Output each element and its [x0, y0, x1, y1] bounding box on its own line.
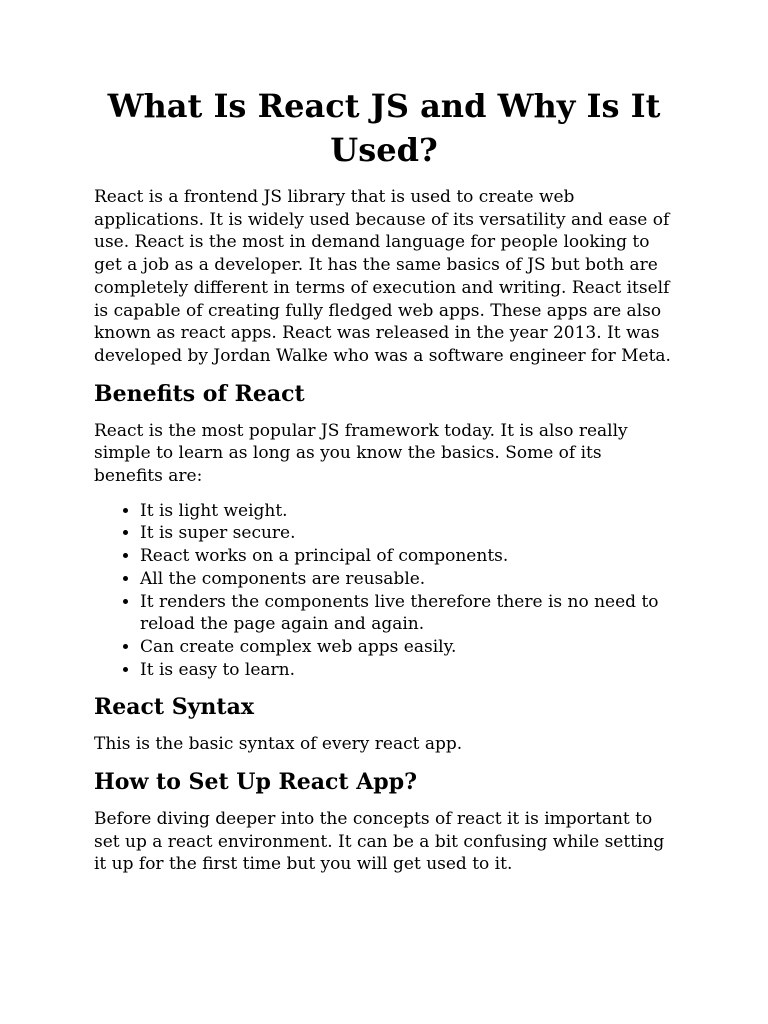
intro-paragraph: React is a frontend JS library that is used to create web applications. It is widely used because of its versatility and ease of use. React is the most in demand language for people looking to get a job as a developer. It has the same basics of JS but both are completely different in terms of execution and writing. React itself is capable of creating fully fledged web apps. These apps are also known as react apps. React was released in the year 2013. It was developed by Jordan Walke who was a software engineer for Meta. [94, 187, 671, 366]
list-item: • React works on a principal of components. [140, 545, 674, 568]
benefits-paragraph: React is the most popular JS framework today. It is also really simple to learn as long as you know the basics. Some of its benefits are: [94, 420, 628, 487]
setup-paragraph: Before diving deeper into the concepts of react it is important to set up a react environment. It can be a bit confusing while setting it up for the first time but you will get used to it. [94, 809, 665, 875]
document-title: What Is React JS and Why Is It Used? [107, 87, 661, 169]
list-item: • It is easy to learn. [140, 659, 674, 682]
list-item: • It is super secure. [140, 522, 674, 545]
list-item: • It renders the components live therefore there is no need to reload the page again and again. [140, 591, 674, 636]
syntax-paragraph: This is the basic syntax of every react app. [94, 734, 463, 755]
list-item: • Can create complex web apps easily. [140, 636, 674, 659]
section-heading-benefits: Benefits of React [94, 380, 305, 407]
section-heading-syntax: React Syntax [94, 694, 254, 721]
list-item: • It is light weight. [140, 500, 674, 523]
section-heading-setup: How to Set Up React App? [94, 769, 417, 796]
benefits-list [94, 500, 674, 682]
list-item: • All the components are reusable. [140, 568, 674, 591]
